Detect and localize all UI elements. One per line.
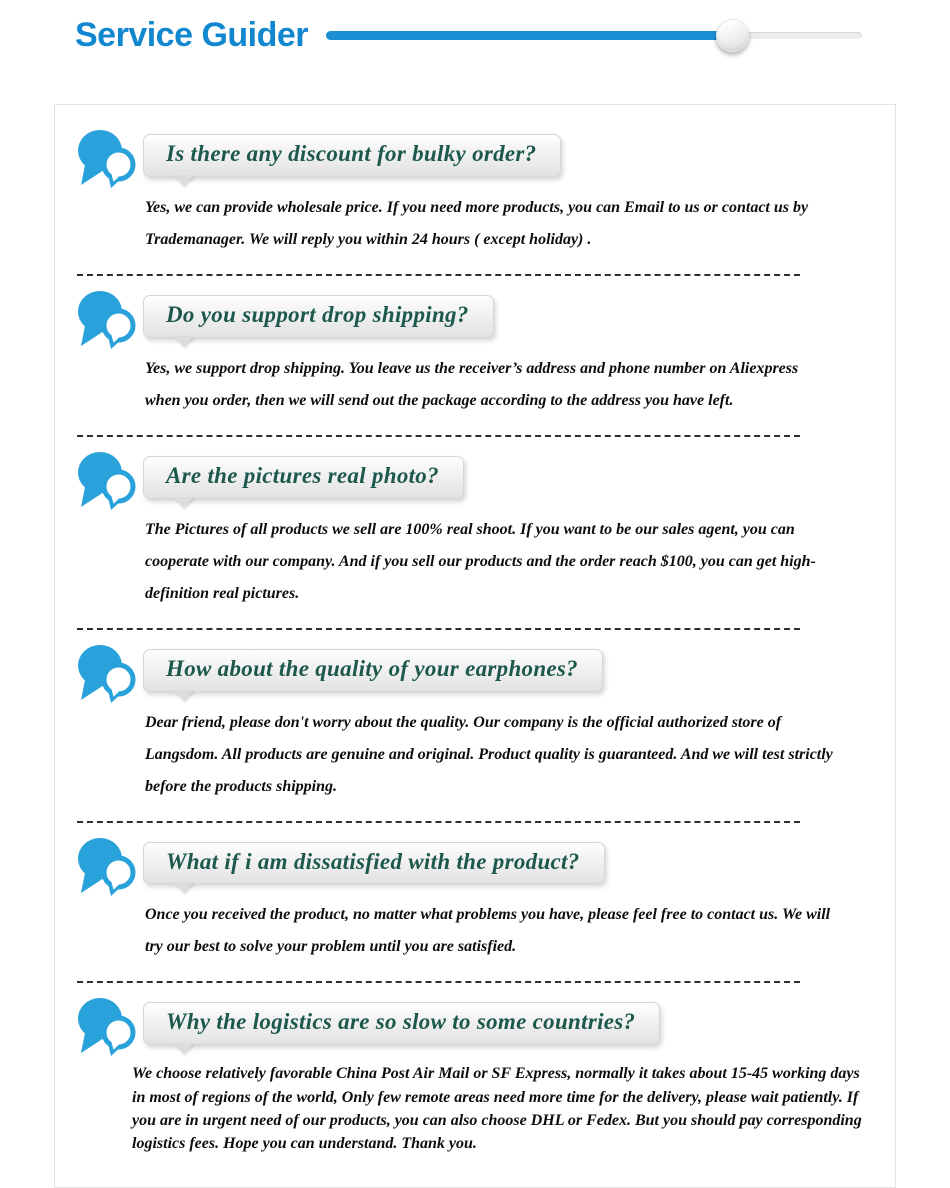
question-bubble bbox=[143, 842, 605, 885]
question-bubble bbox=[143, 649, 603, 692]
faq-item-6 bbox=[55, 993, 895, 1165]
question-title: Is there any discount for bulky order? bbox=[166, 141, 537, 166]
page-header bbox=[0, 0, 950, 58]
faq-content bbox=[143, 125, 895, 266]
answer-text: The Pictures of all products we sell are 100% real shoot. If you want to be our sales agent, you can cooperate with our company. And if you sell our products and the order reach $100, you can get high-definition real pictures. bbox=[145, 520, 816, 602]
faq-item-4 bbox=[55, 640, 895, 813]
answer-text: Once you received the product, no matter what problems you have, please feel free to contact us. We will try our best to solve your problem until you are satisfied. bbox=[145, 906, 831, 956]
slider-track-filled bbox=[326, 31, 734, 40]
answer-text: Dear friend, please don't worry about the quality. Our company is the official authorized store of Langsdom. All products are genuine and original. Product quality is guaranteed. And we will test strictly before the products shipping. bbox=[145, 713, 833, 795]
slider-knob[interactable] bbox=[716, 19, 749, 52]
question-title: How about the quality of your earphones? bbox=[166, 655, 578, 681]
dashed-divider bbox=[77, 274, 800, 276]
chat-bubbles-icon bbox=[77, 447, 143, 516]
chat-bubbles-icon bbox=[77, 286, 143, 355]
chat-bubbles-icon bbox=[77, 833, 143, 902]
header-slider bbox=[326, 17, 866, 53]
slider-track-empty bbox=[732, 32, 862, 39]
chat-bubbles-icon bbox=[77, 640, 143, 709]
dashed-divider bbox=[77, 435, 800, 437]
answer-text: Yes, we can provide wholesale price. If you need more products, you can Email to us or contact us by Trademanager. We will reply you within 24 hours ( except holiday) . bbox=[145, 198, 809, 248]
chat-bubbles-icon bbox=[77, 993, 143, 1062]
dashed-divider bbox=[77, 981, 800, 983]
question-title: What if i am dissatisfied with the product? bbox=[166, 848, 580, 874]
faq-item-2 bbox=[55, 286, 895, 427]
dashed-divider bbox=[77, 628, 800, 630]
faq-content bbox=[132, 993, 895, 1165]
faq-content bbox=[143, 447, 895, 620]
question-title: Do you support drop shipping? bbox=[166, 301, 469, 327]
question-bubble bbox=[143, 456, 464, 499]
question-bubble bbox=[143, 295, 494, 338]
dashed-divider bbox=[77, 821, 800, 823]
chat-bubbles-icon bbox=[77, 125, 143, 194]
answer-text: Yes, we support drop shipping. You leave us the receiver’s address and phone number on Aliexpress when you order, then we will send out the package according to the address you have left. bbox=[145, 359, 799, 409]
faq-content bbox=[143, 286, 895, 427]
faq-panel bbox=[54, 104, 896, 1188]
faq-item-5 bbox=[55, 833, 895, 974]
faq-content bbox=[143, 640, 895, 813]
question-title: Are the pictures real photo? bbox=[166, 462, 439, 488]
faq-item-3 bbox=[55, 447, 895, 620]
question-bubble bbox=[143, 1002, 660, 1045]
page-title: Service Guider bbox=[75, 15, 309, 54]
faq-item-1 bbox=[55, 125, 895, 266]
question-title: Why the logistics are so slow to some countries? bbox=[166, 1009, 636, 1035]
question-bubble bbox=[143, 134, 561, 177]
answer-text: We choose relatively favorable China Post Air Mail or SF Express, normally it takes about 15-45 working days in most of regions of the world, Only few remote areas need more time for the delivery, please wait patiently. If you are in urgent need of our products, you can also choose DHL or Fedex. But you should pay corresponding logistics fees. Hope you can understand. Thank you. bbox=[132, 1065, 862, 1152]
faq-content bbox=[143, 833, 895, 974]
